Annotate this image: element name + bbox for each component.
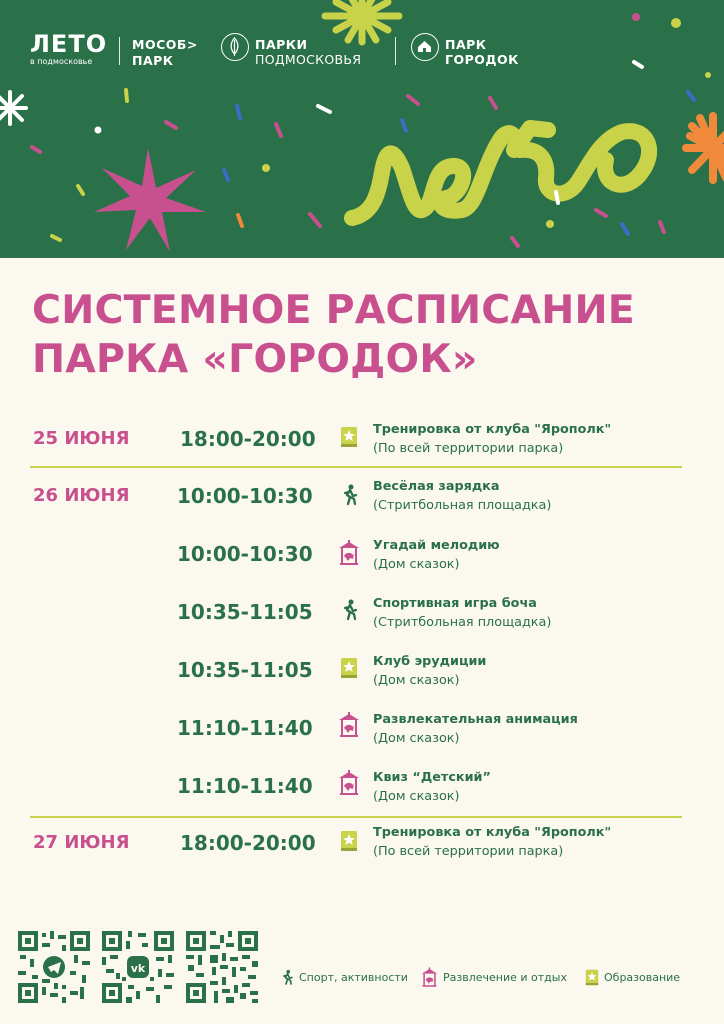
logo-park-line2: ГОРОДОК <box>445 52 519 67</box>
event-place: (Дом сказок) <box>373 673 460 688</box>
logo-leto-word: ЛЕТО <box>30 30 108 58</box>
page-title-line1: СИСТЕМНОЕ РАСПИСАНИЕ <box>32 287 635 333</box>
logo-parki-line1: ПАРКИ <box>255 37 308 52</box>
schedule-event <box>373 594 551 632</box>
schedule-event <box>373 768 491 806</box>
header-banner <box>0 0 724 258</box>
logo-mosobpark-line1: МОСОБ> <box>132 37 198 52</box>
schedule-date: 27 ИЮНЯ <box>33 832 130 853</box>
schedule-time: 10:00-10:30 <box>177 484 313 508</box>
schedule-time: 18:00-20:00 <box>180 427 316 451</box>
book-star-icon <box>340 426 358 448</box>
logo-leto-sub: в подмосковье <box>30 57 93 66</box>
event-name: Спортивная игра боча <box>373 596 537 611</box>
event-name: Тренировка от клуба "Ярополк" <box>373 422 612 437</box>
event-place: (Стритбольная площадка) <box>373 498 552 513</box>
event-name: Тренировка от клуба "Ярополк" <box>373 825 612 840</box>
event-place: (Дом сказок) <box>373 731 460 746</box>
event-place: (Стритбольная площадка) <box>373 615 552 630</box>
confetti-decoration <box>0 0 724 258</box>
schedule-time: 10:00-10:30 <box>177 542 313 566</box>
legend-education <box>585 963 680 991</box>
schedule-time: 11:10-11:40 <box>177 774 313 798</box>
qr-code-vk[interactable] <box>102 931 174 1003</box>
running-person-icon <box>341 599 359 621</box>
lime-star-top <box>325 0 399 42</box>
logo-park-line1: ПАРК <box>445 37 487 52</box>
qr-code-telegram[interactable] <box>18 931 90 1003</box>
schedule-event <box>373 652 486 690</box>
event-place: (По всей территории парка) <box>373 441 564 456</box>
svg-text:vk: vk <box>130 962 146 975</box>
running-person-icon <box>341 484 359 506</box>
schedule-time: 10:35-11:05 <box>177 658 313 682</box>
schedule-time: 11:10-11:40 <box>177 716 313 740</box>
schedule-time: 10:35-11:05 <box>177 600 313 624</box>
event-name: Клуб эрудиции <box>373 654 487 669</box>
schedule-event <box>373 823 611 861</box>
page-title <box>32 286 635 384</box>
park-building-emblem-icon <box>411 33 439 61</box>
book-star-icon <box>340 657 358 679</box>
schedule-date: 25 ИЮНЯ <box>33 428 130 449</box>
event-place: (По всей территории парка) <box>373 844 564 859</box>
schedule-time: 18:00-20:00 <box>180 831 316 855</box>
legend-education-label: Образование <box>604 970 681 984</box>
logo-parki-podmoskovya <box>255 37 361 67</box>
logo-divider <box>395 37 396 65</box>
logo-mosobpark-line2: ПАРК <box>132 53 174 68</box>
schedule-event <box>373 420 611 458</box>
event-place: (Дом сказок) <box>373 557 460 572</box>
schedule-date: 26 ИЮНЯ <box>33 485 130 506</box>
carousel-icon <box>338 540 360 566</box>
event-name: Развлекательная анимация <box>373 712 578 727</box>
date-separator <box>30 816 682 818</box>
event-name: Квиз “Детский” <box>373 770 491 785</box>
book-star-icon <box>585 969 599 986</box>
schedule-event <box>373 477 551 515</box>
schedule-event <box>373 710 578 748</box>
date-separator <box>30 466 682 468</box>
logo-leto <box>30 30 108 67</box>
legend-entertainment-label: Развлечение и отдых <box>443 970 567 984</box>
script-leto-lettering <box>352 128 649 218</box>
carousel-icon <box>338 712 360 738</box>
page-title-line2: ПАРКА «ГОРОДОК» <box>32 336 478 382</box>
legend-entertainment <box>421 963 567 991</box>
orange-star-right <box>686 116 724 180</box>
leaf-emblem-icon <box>221 33 249 61</box>
event-place: (Дом сказок) <box>373 789 460 804</box>
white-star-left <box>0 92 26 124</box>
legend-sport-label: Спорт, активности <box>299 970 408 984</box>
logo-park-gorodok <box>445 37 519 67</box>
book-star-icon <box>340 830 358 852</box>
logo-mosobpark <box>132 37 198 69</box>
pink-star <box>94 148 206 252</box>
qr-code[interactable] <box>186 931 258 1003</box>
carousel-icon <box>338 770 360 796</box>
logo-divider <box>119 37 120 65</box>
carousel-icon <box>421 967 438 988</box>
schedule-event <box>373 536 500 574</box>
event-name: Весёлая зарядка <box>373 479 500 494</box>
event-name: Угадай мелодию <box>373 538 500 553</box>
running-person-icon <box>281 969 294 986</box>
legend-sport <box>281 963 408 991</box>
logo-parki-line2: ПОДМОСКОВЬЯ <box>255 52 362 67</box>
